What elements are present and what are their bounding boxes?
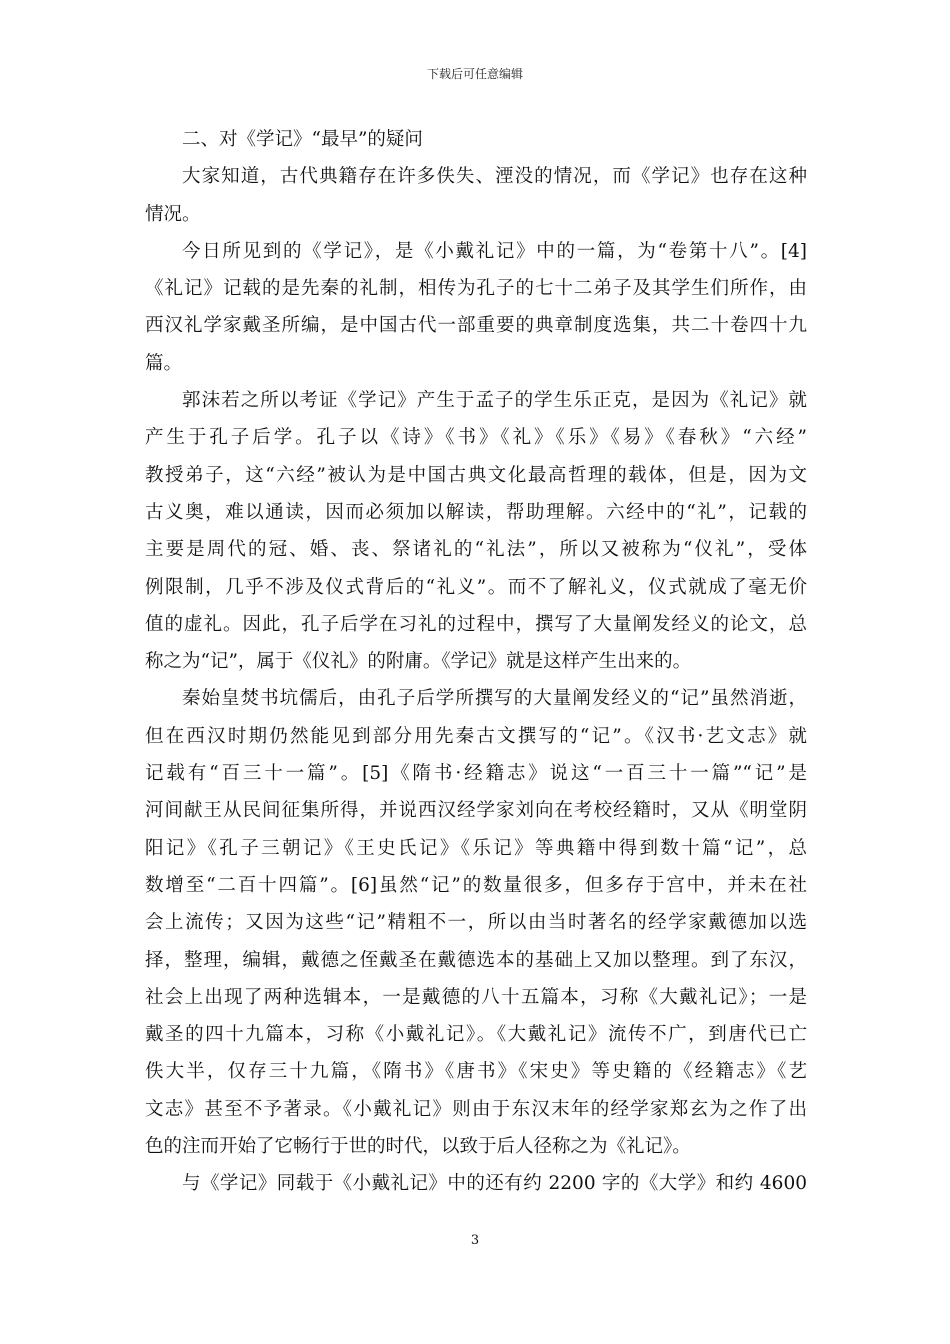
paragraph-line: 会上流传；又因为这些“记”精粗不一，所以由当时著名的经学家戴德加以选 — [145, 912, 807, 934]
paragraph-line: 篇。 — [145, 352, 183, 374]
paragraph-line: 择，整理，编辑，戴德之侄戴圣在戴德选本的基础上又加以整理。到了东汉， — [145, 949, 807, 971]
paragraph-line: 但在西汉时期仍然能见到部分用先秦古文撰写的“记”。《汉书·艺文志》就 — [145, 725, 807, 747]
paragraph-line: 郭沫若之所以考证《学记》产生于孟子的学生乐正克，是因为《礼记》就 — [182, 390, 807, 412]
paragraph-line: 社会上出现了两种选辑本，一是戴德的八十五篇本，习称《大戴礼记》；一是 — [145, 986, 807, 1008]
paragraph-line: 大家知道，古代典籍存在许多佚失、湮没的情况，而《学记》也存在这种 — [182, 166, 807, 188]
page-header: 下载后可任意编辑 — [426, 67, 523, 81]
paragraph-line: 主要是周代的冠、婚、丧、祭诸礼的“礼法”，所以又被称为“仪礼”，受体 — [145, 539, 807, 561]
paragraph-line: 例限制，几乎不涉及仪式背后的“礼义”。而不了解礼义，仪式就成了毫无价 — [145, 576, 807, 598]
paragraph-line: 古义奥，难以通读，因而必须加以解读，帮助理解。六经中的“礼”，记载的 — [145, 501, 807, 523]
paragraph-line: 《礼记》记载的是先秦的礼制，相传为孔子的七十二弟子及其学生们所作，由 — [145, 278, 807, 300]
paragraph-line: 阳记》《孔子三朝记》《王史氏记》《乐记》等典籍中得到数十篇“记”，总 — [145, 837, 807, 859]
paragraph-line: 情况。 — [145, 203, 201, 225]
paragraph-line: 西汉礼学家戴圣所编，是中国古代一部重要的典章制度选集，共二十卷四十九 — [145, 315, 807, 337]
paragraph-line: 色的注而开始了它畅行于世的时代，以致于后人径称之为《礼记》。 — [145, 1136, 691, 1158]
paragraph-line: 称之为“记”，属于《仪礼》的附庸。《学记》就是这样产生出来的。 — [145, 651, 692, 673]
paragraph-line: 今日所见到的《学记》，是《小戴礼记》中的一篇，为“卷第十八”。[4] — [182, 240, 807, 262]
paragraph-line: 佚大半，仅存三十九篇，《隋书》《唐书》《宋史》等史籍的《经籍志》《艺 — [145, 1061, 807, 1083]
paragraph-line: 与《学记》同载于《小戴礼记》中的还有约 2200 字的《大学》和约 4600 — [182, 1173, 807, 1195]
document-body — [145, 121, 807, 1203]
paragraph-line: 文志》甚至不予著录。《小戴礼记》则由于东汉末年的经学家郑玄为之作了出 — [145, 1098, 807, 1120]
paragraph-line: 戴圣的四十九篇本，习称《小戴礼记》。《大戴礼记》流传不广，到唐代已亡 — [145, 1024, 807, 1046]
paragraph-line: 教授弟子，这“六经”被认为是中国古典文化最高哲理的载体，但是，因为文 — [145, 464, 807, 486]
page-number: 3 — [470, 1233, 480, 1248]
section-heading: 二、对《学记》“最早”的疑问 — [182, 129, 423, 150]
paragraph-line: 值的虚礼。因此，孔子后学在习礼的过程中，撰写了大量阐发经义的论文，总 — [145, 613, 807, 635]
paragraph-line: 产生于孔子后学。孔子以《诗》《书》《礼》《乐》《易》《春秋》“六经” — [145, 427, 807, 449]
paragraph-line: 河间献王从民间征集所得，并说西汉经学家刘向在考校经籍时，又从《明堂阴 — [145, 800, 807, 822]
paragraph-line: 记载有“百三十一篇”。[5]《隋书·经籍志》说这“一百三十一篇”“记”是 — [145, 763, 807, 785]
paragraph-line: 数增至“二百十四篇”。[6]虽然“记”的数量很多，但多存于宫中，并未在社 — [145, 874, 807, 896]
paragraph-line: 秦始皇焚书坑儒后，由孔子后学所撰写的大量阐发经义的“记”虽然消逝， — [182, 688, 807, 710]
